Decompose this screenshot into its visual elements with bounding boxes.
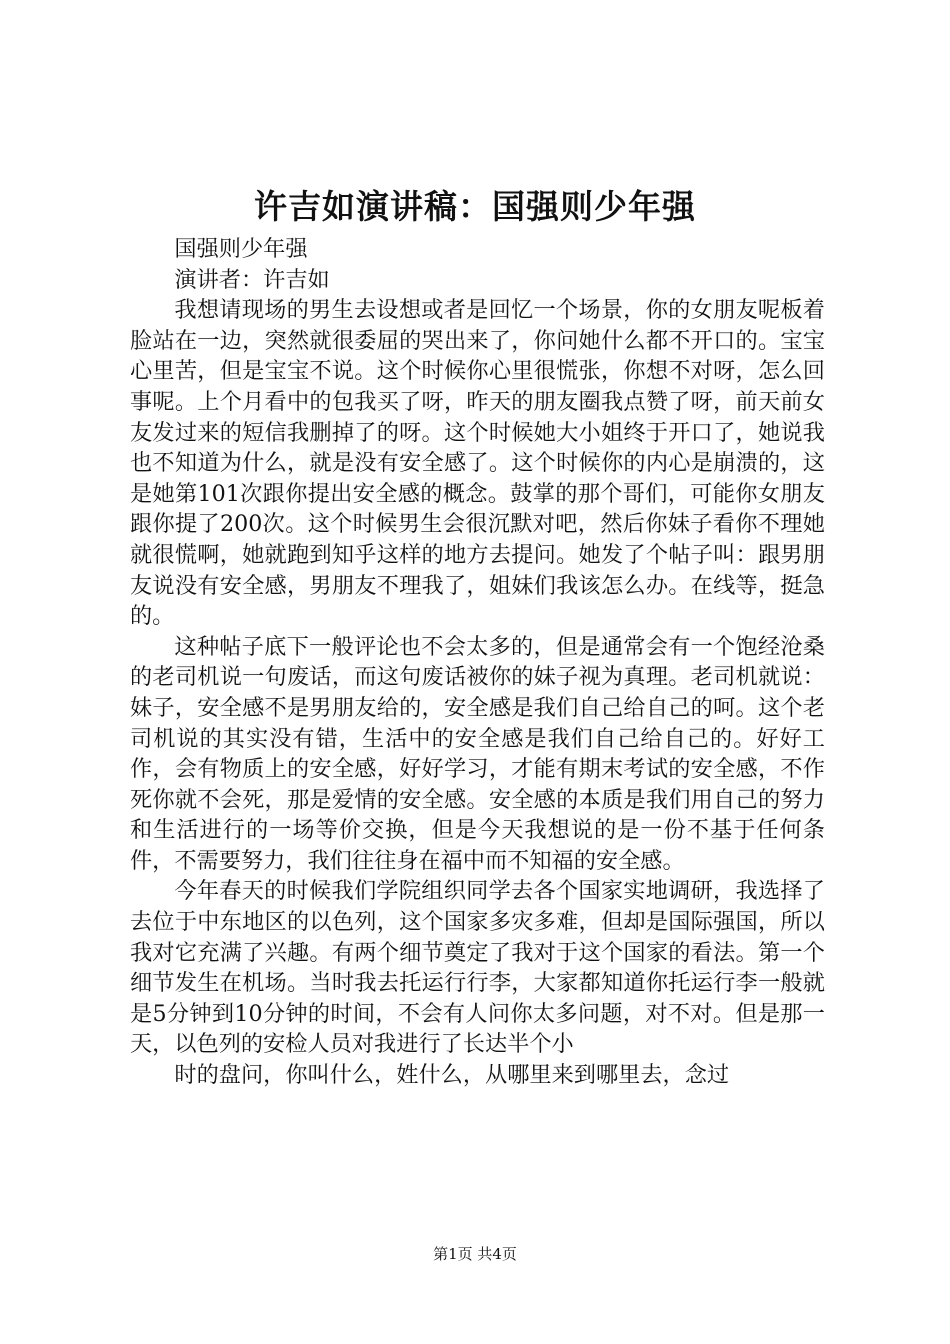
page-footer: 第1页 共4页 — [433, 1245, 517, 1263]
speaker-paragraph: 演讲者：许吉如 — [174, 266, 330, 293]
body-paragraph: 时的盘问，你叫什么，姓什么，从哪里来到哪里去，念过 — [174, 1062, 730, 1089]
body-paragraph: 这种帖子底下一般评论也不会太多的，但是通常会有一个饱经沧桑的老司机说一句废话，而这句废话被你的妹子视为真理。老司机就说：妹子，安全感不是男朋友给的，安全感是我们自己给自己的呵。这个老司机说的其实没有错，生活中的安全感是我们自己给自己的。好好工作，会有物质上的安全感，好好学习，才能有期末考试的安全感，不作死你就不会死，那是爱情的安全感。安全感的本质是我们用自己的努力和生活进行的一场等价交换，但是今天我想说的是一份不基于任何条件，不需要努力，我们往往身在福中而不知福的安全感。 — [130, 633, 825, 874]
subtitle-paragraph: 国强则少年强 — [174, 236, 308, 262]
document-body — [130, 234, 825, 1091]
document-title: 许吉如演讲稿：国强则少年强 — [254, 187, 696, 226]
body-paragraph: 我想请现场的男生去设想或者是回忆一个场景，你的女朋友呢板着脸站在一边，突然就很委屈的哭出来了，你问她什么都不开口的。宝宝心里苦，但是宝宝不说。这个时候你心里很慌张，你想不对呀，怎么回事呢。上个月看中的包我买了呀，昨天的朋友圈我点赞了呀，前天前女友发过来的短信我删掉了的呀。这个时候她大小姐终于开口了，她说我也不知道为什么，就是没有安全感了。这个时候你的内心是崩溃的，这是她第101次跟你提出安全感的概念。鼓掌的那个哥们，可能你女朋友跟你提了200次。这个时候男生会很沉默对吧，然后你妹子看你不理她就很慌啊，她就跑到知乎这样的地方去提问。她发了个帖子叫：跟男朋友说没有安全感，男朋友不理我了，姐妹们我该怎么办。在线等，挺急的。 — [130, 297, 825, 630]
body-paragraph: 今年春天的时候我们学院组织同学去各个国家实地调研，我选择了去位于中东地区的以色列，这个国家多灾多难，但却是国际强国，所以我对它充满了兴趣。有两个细节奠定了我对于这个国家的看法。第一个细节发生在机场。当时我去托运行行李，大家都知道你托运行李一般就是5分钟到10分钟的时间，不会有人问你太多问题，对不对。但是那一天，以色列的安检人员对我进行了长达半个小 — [130, 878, 825, 1058]
